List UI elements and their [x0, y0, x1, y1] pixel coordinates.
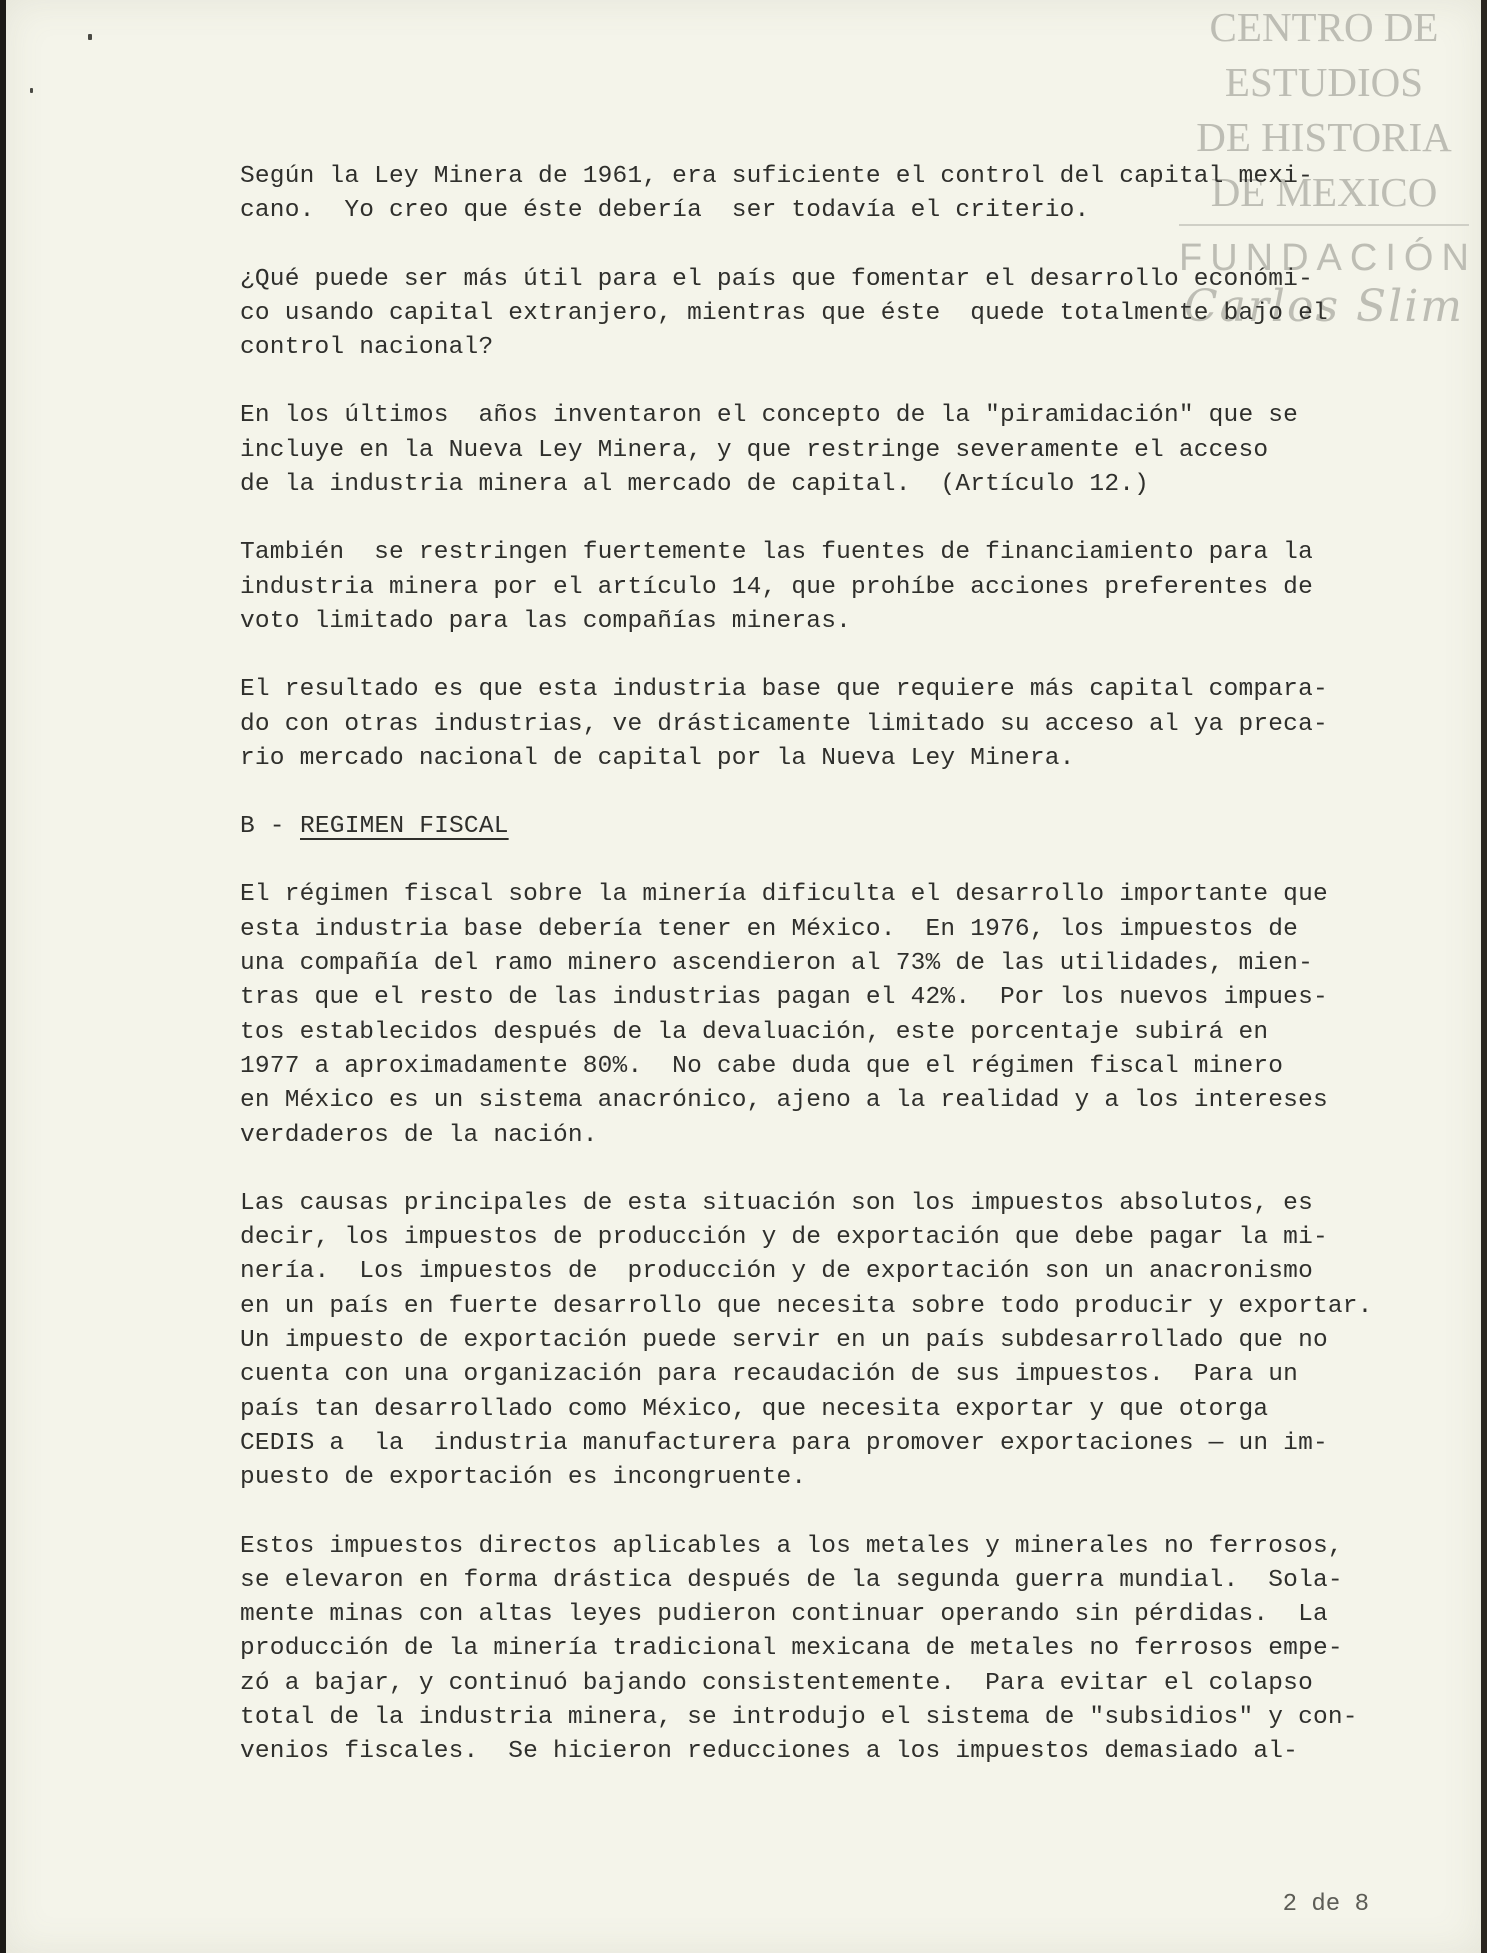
text-line: tos establecidos después de la devaluación, este porcentaje subirá en [240, 1018, 1269, 1046]
text-line: decir, los impuestos de producción y de exportación que debe pagar la mi- [240, 1224, 1328, 1252]
watermark-line: DE MEXICO [1210, 169, 1438, 215]
text-line: puesto de exportación es incongruente. [240, 1464, 807, 1492]
text-line: control nacional? [240, 334, 494, 362]
text-line: ¿Qué puede ser más útil para el país que fomentar el desarrollo económi- [240, 265, 1313, 293]
watermark-line: CENTRO DE [1209, 4, 1439, 50]
text-line: Un impuesto de exportación puede servir en un país subdesarrollado que no [240, 1327, 1328, 1355]
text-line: nería. Los impuestos de producción y de exportación son un anacronismo [240, 1258, 1313, 1286]
text-line: 1977 a aproximadamente 80%. No cabe duda que el régimen fiscal minero [240, 1052, 1284, 1080]
paragraph [240, 878, 1360, 1152]
paragraph [240, 399, 1360, 502]
text-line: El régimen fiscal sobre la minería dificulta el desarrollo importante que [240, 881, 1328, 909]
scan-speck [30, 88, 33, 93]
text-line: co usando capital extranjero, mientras que éste quede totalmente bajo el [240, 299, 1328, 327]
text-line: se elevaron en forma drástica después de la segunda guerra mundial. Sola- [240, 1566, 1343, 1594]
text-line: producción de la minería tradicional mexicana de metales no ferrosos empe- [240, 1635, 1343, 1663]
text-line: en un país en fuerte desarrollo que necesita sobre todo producir y exportar. [240, 1292, 1373, 1320]
document-body [240, 160, 1373, 1804]
text-line: incluye en la Nueva Ley Minera, y que restringe severamente el acceso [240, 436, 1269, 464]
text-line: El resultado es que esta industria base que requiere más capital compara- [240, 676, 1328, 704]
text-line: En los últimos años inventaron el concepto de la "piramidación" que se [240, 402, 1299, 430]
text-line: Según la Ley Minera de 1961, era suficiente el control del capital mexi- [240, 163, 1313, 190]
text-line: país tan desarrollado como México, que necesita exportar y que otorga [240, 1395, 1269, 1423]
text-line: do con otras industrias, ve drásticamente limitado su acceso al ya preca- [240, 710, 1328, 738]
text-line: de la industria minera al mercado de capital. (Artículo 12.) [240, 471, 1150, 499]
text-line: en México es un sistema anacrónico, ajeno a la realidad y a los intereses [240, 1087, 1328, 1115]
text-line: esta industria base debería tener en México. En 1976, los impuestos de [240, 915, 1299, 943]
section-heading [240, 810, 1360, 844]
watermark-foundation: FUNDACIÓN [1179, 237, 1477, 279]
text-line: Estos impuestos directos aplicables a los metales y minerales no ferrosos, [240, 1532, 1343, 1560]
paragraph [240, 673, 1360, 776]
text-line: cano. Yo creo que éste debería ser todavía el criterio. [240, 197, 1090, 225]
text-line: total de la industria minera, se introdujo el sistema de "subsidios" y con- [240, 1703, 1358, 1731]
paragraph [240, 160, 1360, 229]
document-page [6, 0, 1481, 1953]
scan-speck [88, 34, 92, 40]
text-line: zó a bajar, y continuó bajando consistentemente. Para evitar el colapso [240, 1669, 1313, 1697]
watermark-line: DE HISTORIA [1196, 114, 1452, 160]
paragraph [240, 1187, 1373, 1496]
text-line: mente minas con altas leyes pudieron continuar operando sin pérdidas. La [240, 1601, 1328, 1629]
text-line: rio mercado nacional de capital por la Nueva Ley Minera. [240, 744, 1075, 772]
paragraph [240, 263, 1360, 366]
text-line: CEDIS a la industria manufacturera para promover exportaciones — un im- [240, 1429, 1328, 1457]
text-line: cuenta con una organización para recaudación de sus impuestos. Para un [240, 1361, 1299, 1389]
watermark-line: ESTUDIOS [1224, 59, 1424, 105]
text-line: tras que el resto de las industrias pagan el 42%. Por los nuevos impues- [240, 984, 1328, 1012]
text-line: venios fiscales. Se hicieron reducciones a los impuestos demasiado al- [240, 1738, 1299, 1766]
text-line: También se restringen fuertemente las fuentes de financiamiento para la [240, 539, 1313, 567]
text-line: Las causas principales de esta situación son los impuestos absolutos, es [240, 1189, 1313, 1217]
text-line: una compañía del ramo minero ascendieron al 73% de las utilidades, mien- [240, 950, 1313, 978]
text-line: verdaderos de la nación. [240, 1121, 598, 1149]
paragraph [240, 1530, 1360, 1770]
watermark-signature: Carlos Slim [1183, 281, 1465, 332]
section-letter: B - [240, 813, 285, 841]
scan-edge [1481, 0, 1487, 1953]
text-line: industria minera por el artículo 14, que prohíbe acciones preferentes de [240, 573, 1313, 601]
paragraph [240, 536, 1360, 639]
page-number: 2 de 8 [1282, 1891, 1369, 1918]
text-line: voto limitado para las compañías mineras. [240, 607, 851, 635]
section-title: REGIMEN FISCAL [300, 813, 509, 841]
